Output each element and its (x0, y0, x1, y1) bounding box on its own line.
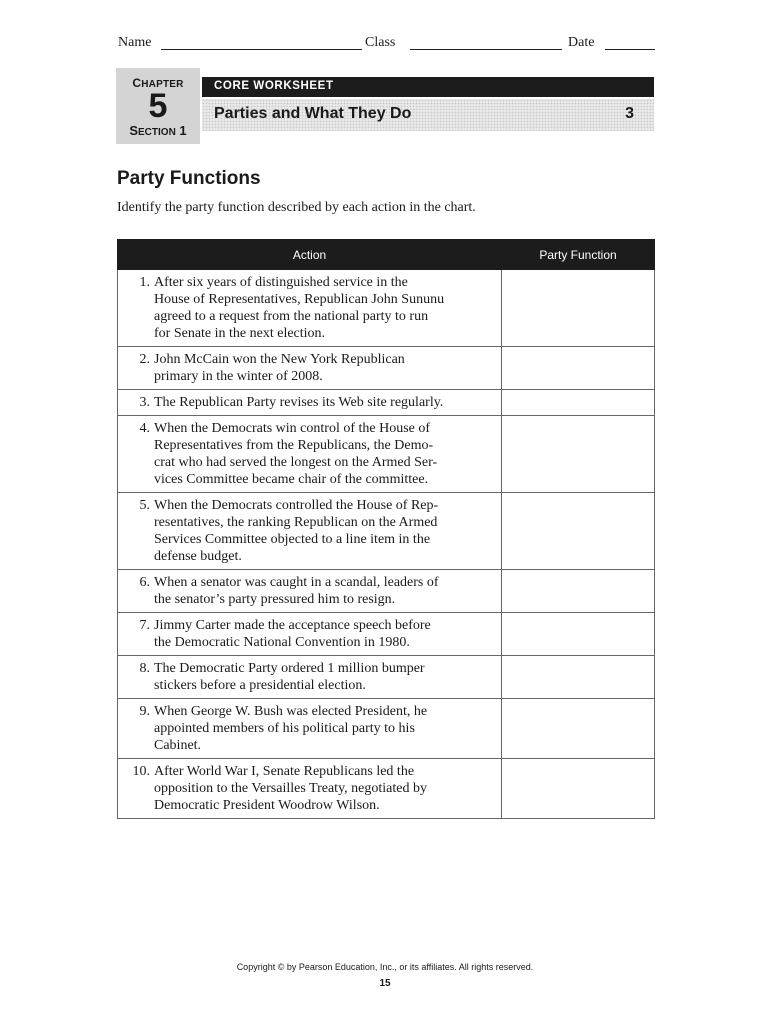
action-text-line: House of Representatives, Republican John Sununu (154, 292, 445, 307)
action-text-line: resentatives, the ranking Republican on the Armed (154, 515, 438, 530)
action-text-line: agreed to a request from the national party to run (154, 309, 429, 324)
party-function-answer-cell[interactable] (502, 656, 655, 699)
table-row (118, 493, 655, 570)
action-text-line: The Republican Party revises its Web site regularly. (154, 395, 444, 410)
table-row (118, 759, 655, 819)
action-text-line: The Democratic Party ordered 1 million bumper (154, 661, 425, 676)
item-number: 1. (139, 275, 150, 290)
item-number: 8. (139, 661, 150, 676)
action-cell (118, 390, 502, 416)
table-row (118, 390, 655, 416)
table-row (118, 570, 655, 613)
action-text (154, 420, 497, 488)
party-function-column-header: Party Function (502, 240, 655, 270)
table-header-row (118, 240, 655, 270)
table-row (118, 270, 655, 347)
action-cell (118, 656, 502, 699)
party-function-answer-cell[interactable] (502, 759, 655, 819)
section-heading: Party Functions (117, 168, 261, 189)
action-cell (118, 416, 502, 493)
action-text-line: After World War I, Senate Republicans led the (154, 764, 415, 779)
action-text-line: Jimmy Carter made the acceptance speech before (154, 618, 431, 633)
action-text-line: opposition to the Versailles Treaty, negotiated by (154, 781, 427, 796)
action-text-line: Democratic President Woodrow Wilson. (154, 798, 380, 813)
worksheet-title: Parties and What They Do (214, 105, 412, 122)
action-text-line: vices Committee became chair of the committee. (154, 472, 429, 487)
action-cell (118, 613, 502, 656)
action-cell (118, 699, 502, 759)
item-number: 4. (139, 421, 150, 436)
action-text-line: When a senator was caught in a scandal, leaders of (154, 575, 439, 590)
table-row (118, 416, 655, 493)
party-function-answer-cell[interactable] (502, 416, 655, 493)
action-column-header: Action (118, 240, 502, 270)
worksheet-title-bar (202, 99, 654, 131)
action-text-line: defense budget. (154, 549, 242, 564)
name-field[interactable] (161, 49, 362, 50)
action-text (154, 274, 497, 342)
party-function-table (117, 239, 655, 819)
worksheet-type-bar (202, 77, 654, 97)
party-function-answer-cell[interactable] (502, 570, 655, 613)
action-text (154, 351, 497, 385)
table-row (118, 613, 655, 656)
action-cell (118, 570, 502, 613)
party-function-answer-cell[interactable] (502, 493, 655, 570)
action-text-line: appointed members of his political party to his (154, 721, 415, 736)
action-cell (118, 347, 502, 390)
worksheet-type-label: CORE WORKSHEET (214, 80, 334, 92)
action-text-line: After six years of distinguished service in the (154, 275, 408, 290)
action-text-line: When the Democrats controlled the House of Rep- (154, 498, 439, 513)
table-row (118, 656, 655, 699)
action-text-line: the Democratic National Convention in 1980. (154, 635, 410, 650)
name-label: Name (118, 35, 152, 50)
action-text-line: John McCain won the New York Republican (154, 352, 405, 367)
date-label: Date (568, 35, 595, 50)
student-info-line (118, 35, 655, 53)
item-number: 2. (139, 352, 150, 367)
page-number: 15 (379, 978, 391, 989)
action-text (154, 617, 497, 651)
action-text-line: Cabinet. (154, 738, 202, 753)
chapter-badge (116, 68, 200, 144)
item-number: 3. (139, 395, 150, 410)
action-text-line: Services Committee objected to a line item in the (154, 532, 431, 547)
item-number: 9. (139, 704, 150, 719)
action-text-line: When the Democrats win control of the House of (154, 421, 431, 436)
item-number: 10. (132, 764, 150, 779)
instructions: Identify the party function described by each action in the chart. (117, 200, 476, 215)
action-cell (118, 759, 502, 819)
date-field[interactable] (605, 49, 655, 50)
chapter-number: 5 (148, 87, 168, 125)
action-text (154, 574, 497, 608)
item-number: 7. (139, 618, 150, 633)
worksheet-number: 3 (625, 105, 634, 122)
action-text (154, 703, 497, 754)
item-number: 5. (139, 498, 150, 513)
action-text (154, 763, 497, 814)
section-label: SECTION 1 (129, 123, 187, 138)
party-function-answer-cell[interactable] (502, 347, 655, 390)
party-function-answer-cell[interactable] (502, 390, 655, 416)
item-number: 6. (139, 575, 150, 590)
copyright-notice: Copyright © by Pearson Education, Inc., or its affiliates. All rights reserved. (236, 962, 534, 972)
action-cell (118, 270, 502, 347)
chapter-label: CHAPTER (132, 76, 184, 90)
table-row (118, 699, 655, 759)
party-function-answer-cell[interactable] (502, 613, 655, 656)
action-text-line: primary in the winter of 2008. (154, 369, 323, 384)
action-text-line: for Senate in the next election. (154, 326, 326, 341)
party-function-answer-cell[interactable] (502, 699, 655, 759)
action-cell (118, 493, 502, 570)
table-row (118, 347, 655, 390)
action-text (154, 497, 497, 565)
action-text-line: the senator’s party pressured him to resign. (154, 592, 396, 607)
action-text-line: Representatives from the Republicans, the Demo- (154, 438, 434, 453)
action-text-line: When George W. Bush was elected President, he (154, 704, 428, 719)
action-text-line: stickers before a presidential election. (154, 678, 366, 693)
class-field[interactable] (410, 49, 562, 50)
action-text (154, 660, 497, 694)
class-label: Class (365, 35, 396, 50)
party-function-answer-cell[interactable] (502, 270, 655, 347)
action-text (154, 394, 497, 411)
action-text-line: crat who had served the longest on the Armed Ser- (154, 455, 438, 470)
